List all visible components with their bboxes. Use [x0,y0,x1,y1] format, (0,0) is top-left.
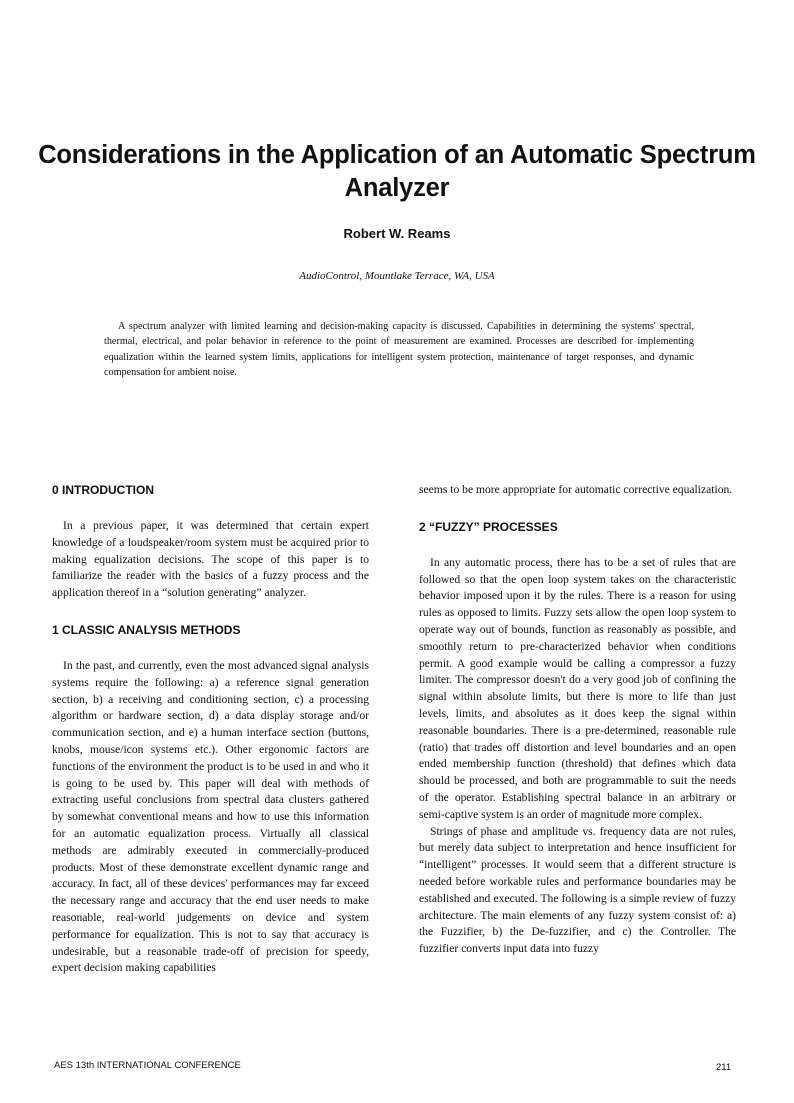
author-name: Robert W. Reams [343,226,451,241]
section-heading-introduction: 0 INTRODUCTION [52,483,154,497]
left-column [52,482,369,977]
paper-title: Considerations in the Application of an Automatic Spectrum Analyzer [38,141,756,202]
abstract: A spectrum analyzer with limited learning and decision-making capacity is discussed. Capabilities in determining the systems' spectral, thermal, electrical, and polar behavior in reference to the point of measurement are examined. Processes are described for implementing equalization within the learned system limits, applications for intelligent system protection, maintenance of target responses, and dynamic compensation for ambient noise. [104,321,694,379]
classic-analysis-paragraph: In the past, and currently, even the most advanced signal analysis systems require the following: a) a reference signal generation section, b) a receiving and conditioning section, c) a processing algorithm or hardware section, d) a data display storage and/or communication section, and e) a human interface section (buttons, knobs, mouse/icon systems etc.). Other ergonomic factors are functions of the environment the product is to be used in and who it is going to be used by. This paper will deal with methods of extracting useful conclusions from spectral data clusters gathered by somewhat conventional means and how to use this information for an automatic equalization process. Virtually all classical methods are admirably executed in commercially-produced products. Most of these demonstrate excellent dynamic range and accuracy. In fact, all of these devices' performances may far exceed the necessary range and accuracy that the end user needs to make reasonable, real-world judgements on device and system performance for equalization. This is not to say that accuracy is undesirable, but a reasonable trade-off of precision for speedy, expert decision making capabilities [52,658,369,975]
footer-conference: AES 13th INTERNATIONAL CONFERENCE [54,1060,241,1071]
continued-paragraph: seems to be more appropriate for automatic corrective equalization. [419,483,733,496]
introduction-paragraph: In a previous paper, it was determined that certain expert knowledge of a loudspeaker/room system must be acquired prior to making equalization decisions. The scope of this paper is to familiarize the reader with the basics of a fuzzy process and the application thereof in a “solution generating” analyzer. [52,519,369,600]
footer-page-number: 211 [716,1062,732,1073]
fuzzy-processes-paragraph-2: Strings of phase and amplitude vs. frequency data are not rules, but merely data subject to interpretation and hence insufficient for “intelligent” processes. It would seem that a different structure is needed before workable rules and performance boundaries may be established and executed. The following is a simple review of fuzzy architecture. The main elements of any fuzzy system consist of: a) the Fuzzifier, b) the De-fuzzifier, and c) the Controller. The fuzzifier converts input data into fuzzy [419,824,736,956]
section-heading-classic-analysis: 1 CLASSIC ANALYSIS METHODS [52,622,241,637]
author-affiliation: AudioControl, Mountlake Terrace, WA, USA [299,270,495,282]
right-column [419,482,736,958]
section-heading-fuzzy-processes: 2 “FUZZY” PROCESSES [419,519,558,534]
fuzzy-processes-paragraph-1: In any automatic process, there has to be a set of rules that are followed so that the open loop system takes on the characteristic behavior imposed upon it by the rules. There is a reason for using rules as opposed to limits. Fuzzy sets allow the open loop system to operate way out of bounds, function as reasonably as possible, and smoothly return to pre-characterized behavior when conditions permit. A good example would be calling a compressor a fuzzy limiter. The compressor doesn't do a very good job of confining the signal within absolute limits, but there is more to life than just levels, limits, and absolutes as it does keep the signal within reasonable boundaries. There is a pre-determined, reasonable rule (ratio) that trades off distortion and level boundaries and an open ended membership function (threshold) that defines which data should be processed, and both are programmable to suit the needs of the operator. Establishing spectral balance in an arbitrary or semi-captive system is an order of magnitude more complex. [419,555,736,821]
